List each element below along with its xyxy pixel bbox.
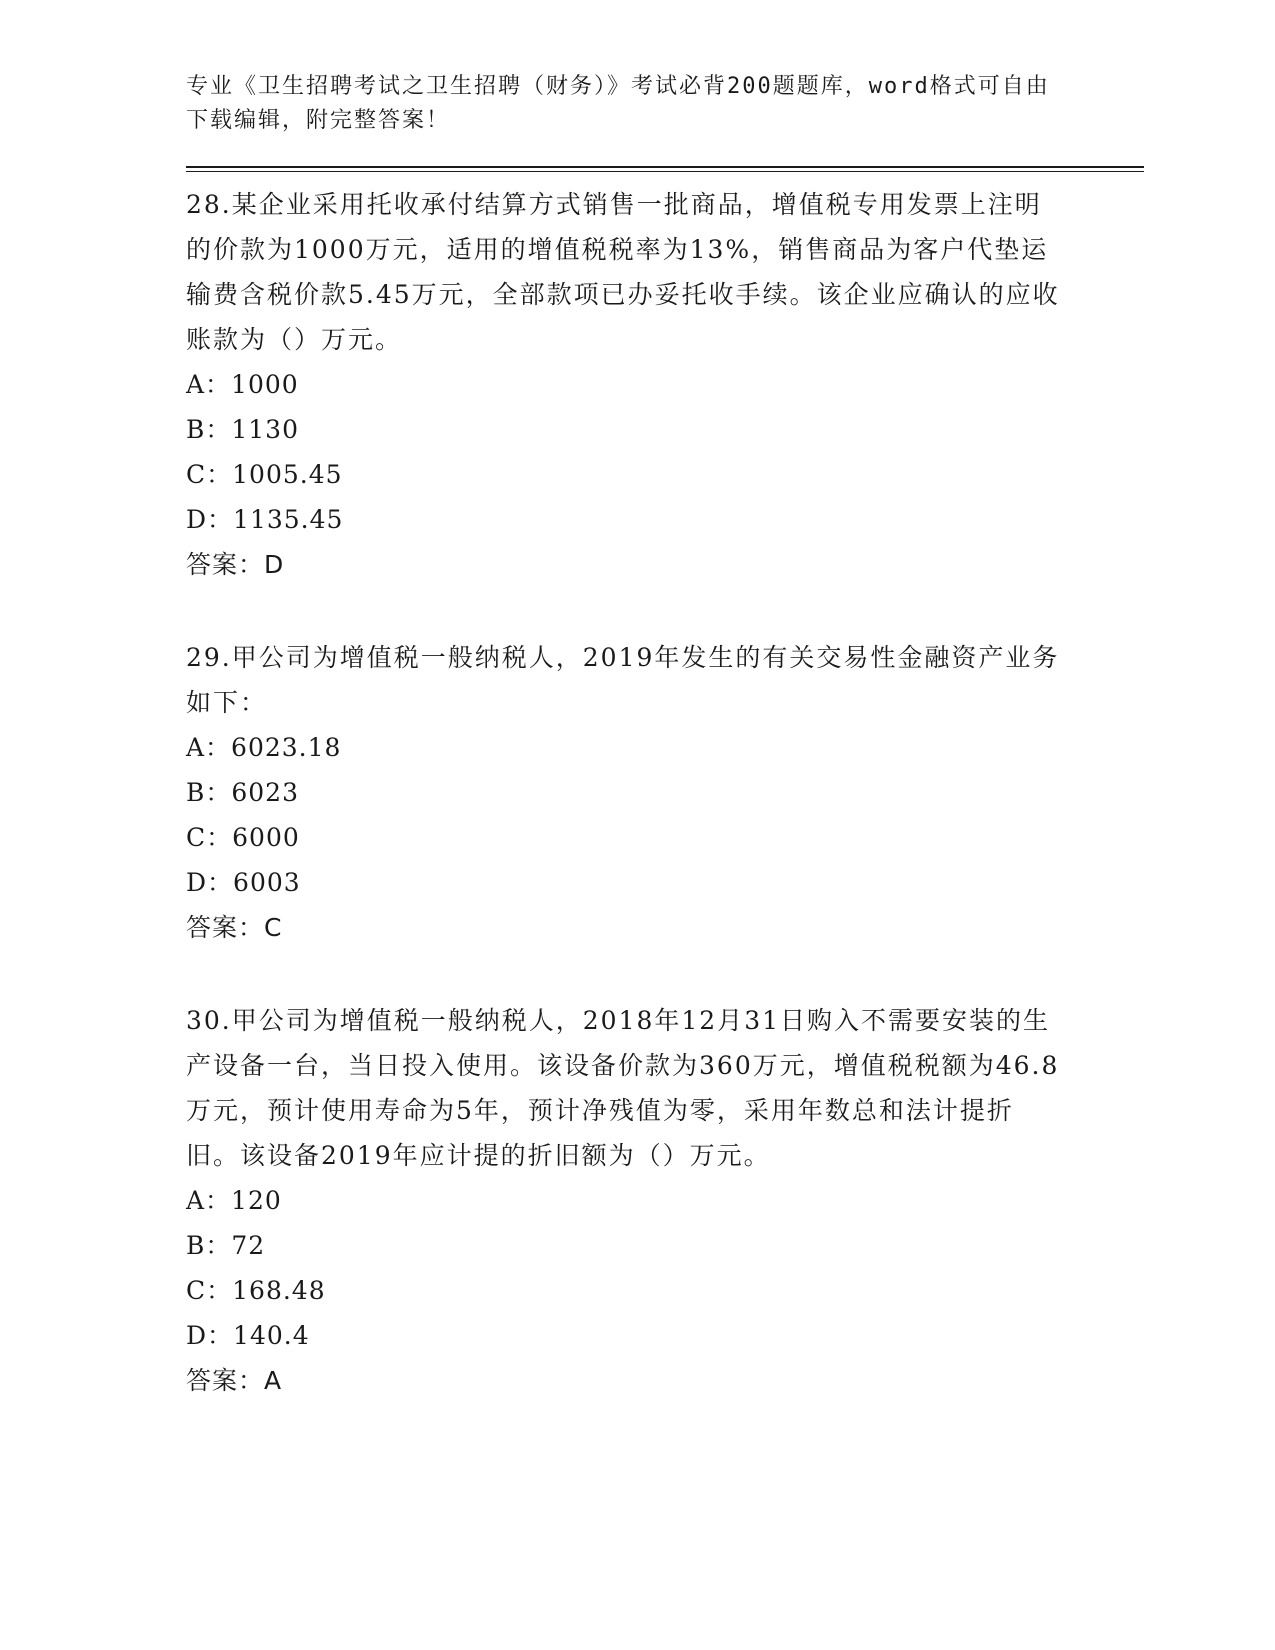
question-stem: 28.某企业采用托收承付结算方式销售一批商品，增值税专用发票上注明的价款为1000万元，适用的增值税税率为13%，销售商品为客户代垫运输费含税价款5.45万元，全部款项已办妥托收手续。该企业应确认的应收账款为（）万元。 xyxy=(186,190,1060,354)
option-c: C：168.48 xyxy=(186,1276,326,1305)
option-d: D：6003 xyxy=(186,868,301,897)
option-a: A：120 xyxy=(186,1186,282,1215)
option-a: A：1000 xyxy=(186,370,299,399)
question-29 xyxy=(186,635,1146,950)
option-b: B：72 xyxy=(186,1231,266,1260)
divider-thin-line xyxy=(186,171,1144,172)
header-divider xyxy=(186,166,1144,172)
answer-line: 答案：D xyxy=(186,550,285,579)
question-stem: 29.甲公司为增值税一般纳税人，2019年发生的有关交易性金融资产业务如下： xyxy=(186,643,1060,717)
document-page xyxy=(186,70,1146,1403)
option-a: A：6023.18 xyxy=(186,733,342,762)
option-b: B：1130 xyxy=(186,415,299,444)
option-b: B：6023 xyxy=(186,778,299,807)
document-header: 专业《卫生招聘考试之卫生招聘（财务）》考试必背200题题库，word格式可自由下载编辑，附完整答案！ xyxy=(186,74,1050,133)
question-28 xyxy=(186,182,1146,587)
question-stem: 30.甲公司为增值税一般纳税人，2018年12月31日购入不需要安装的生产设备一台，当日投入使用。该设备价款为360万元，增值税税额为46.8万元，预计使用寿命为5年，预计净残值为零，采用年数总和法计提折旧。该设备2019年应计提的折旧额为（）万元。 xyxy=(186,1006,1060,1170)
option-c: C：6000 xyxy=(186,823,300,852)
divider-thick-line xyxy=(186,166,1144,168)
option-d: D：1135.45 xyxy=(186,505,344,534)
question-30 xyxy=(186,998,1146,1403)
answer-line: 答案：A xyxy=(186,1366,283,1395)
answer-line: 答案：C xyxy=(186,913,283,942)
option-d: D：140.4 xyxy=(186,1321,310,1350)
option-c: C：1005.45 xyxy=(186,460,343,489)
